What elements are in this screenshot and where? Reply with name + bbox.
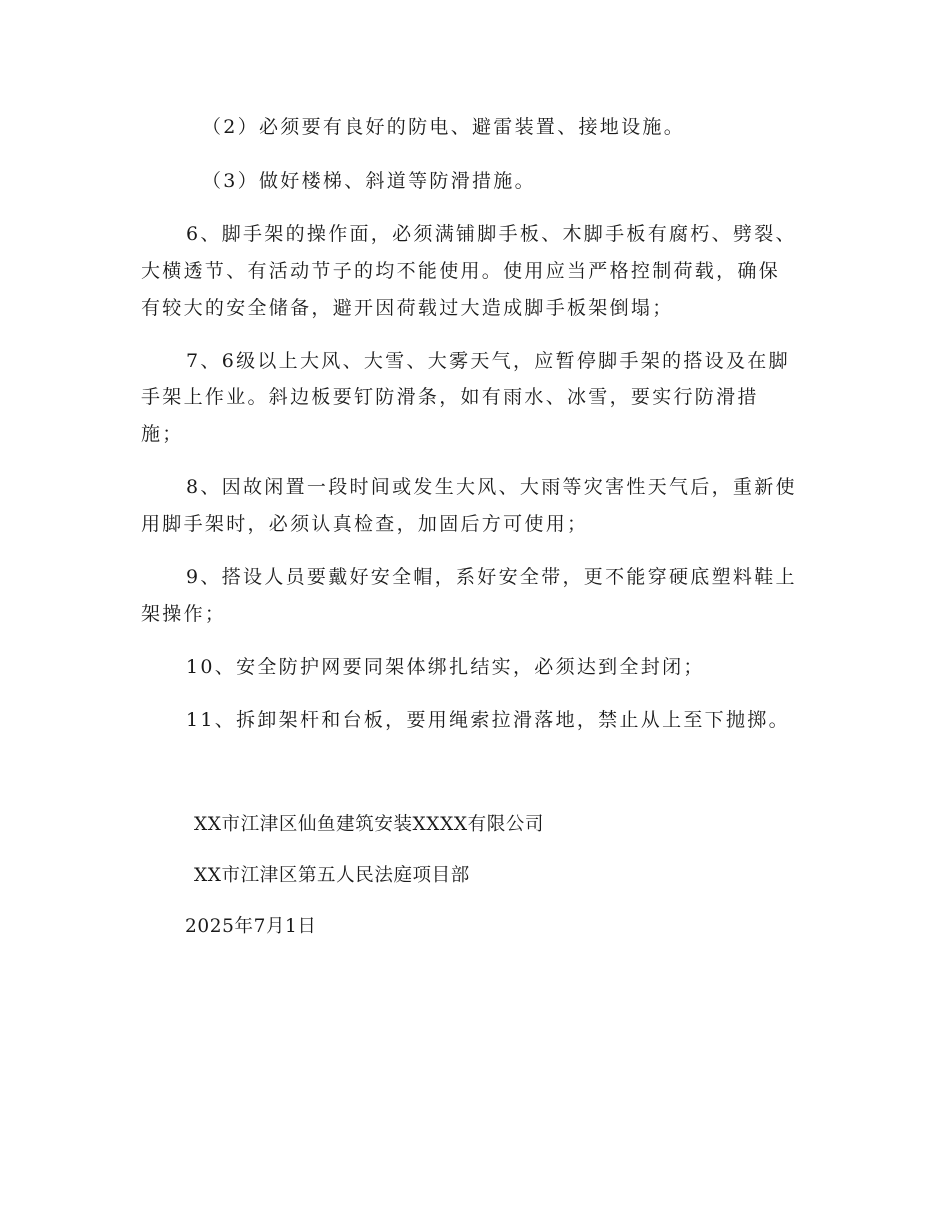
sub-item-2: （2）必须要有良好的防电、避雷装置、接地设施。 <box>202 116 685 138</box>
signature-company: XX市江津区仙鱼建筑安装XXXX有限公司 <box>194 814 545 835</box>
item-8-line-1: 8、因故闲置一段时间或发生大风、大雨等灾害性天气后，重新使 <box>186 476 797 498</box>
signature-date: 2025年7月1日 <box>185 916 317 937</box>
item-9-line-1: 9、搭设人员要戴好安全帽，系好安全带，更不能穿硬底塑料鞋上 <box>186 566 797 588</box>
item-9-line-2: 架操作； <box>141 603 227 625</box>
item-6-line-3: 有较大的安全储备，避开因荷载过大造成脚手板架倒塌； <box>141 297 674 319</box>
item-7-line-3: 施； <box>141 423 184 445</box>
item-6-line-1: 6、脚手架的操作面，必须满铺脚手板、木脚手板有腐朽、劈裂、 <box>186 223 797 245</box>
item-7-line-2: 手架上作业。斜边板要钉防滑条，如有雨水、冰雪，要实行防滑措 <box>141 386 759 408</box>
sub-item-3: （3）做好楼梯、斜道等防滑措施。 <box>202 170 536 192</box>
item-11: 11、拆卸架杆和台板，要用绳索拉滑落地，禁止从上至下抛掷。 <box>186 709 790 731</box>
item-8-line-2: 用脚手架时，必须认真检查，加固后方可使用； <box>141 513 589 535</box>
item-7-line-1: 7、6级以上大风、大雪、大雾天气，应暂停脚手架的搭设及在脚 <box>186 350 790 372</box>
item-10: 10、安全防护网要同架体绑扎结实，必须达到全封闭； <box>186 656 705 678</box>
signature-project: XX市江津区第五人民法庭项目部 <box>194 865 470 886</box>
item-6-line-2: 大横透节、有活动节子的均不能使用。使用应当严格控制荷载，确保 <box>141 260 781 282</box>
